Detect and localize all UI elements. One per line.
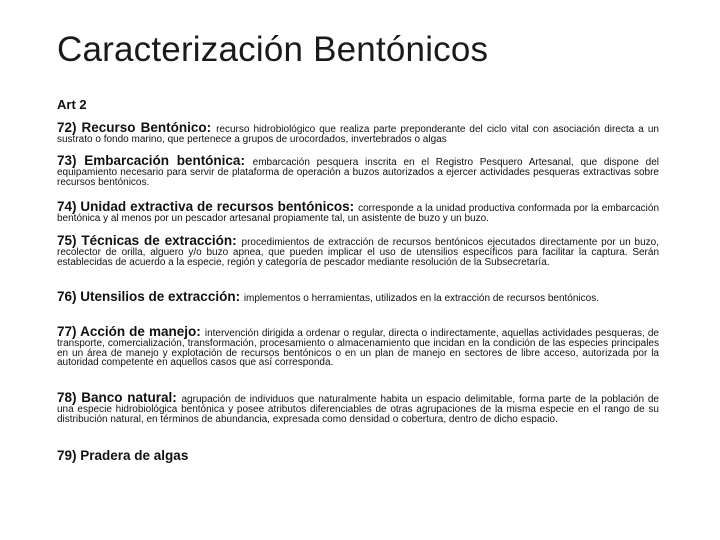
definition-item	[57, 290, 659, 304]
definition-text: embarcación pesquera inscrita en el Registro Pesquero Artesanal, que dispone del equipamiento necesario para servir de plataforma de operación a buzos autorizados a ejercer actividades pesqueras extractivas sobre recursos bentónicos.	[57, 157, 659, 188]
definition-item	[57, 325, 659, 368]
definition-item	[57, 200, 659, 224]
definition-term: 79) Pradera de algas	[57, 448, 189, 463]
definition-term: 76) Utensilios de extracción:	[57, 289, 244, 304]
definition-item	[57, 154, 659, 187]
definition-term: 72) Recurso Bentónico:	[57, 120, 217, 135]
definition-text: recurso hidrobiológico que realiza parte preponderante del ciclo vital con asociación directa a un sustrato o fondo marino, que pertenece a grupos de urocordados, invertebrados o algas	[57, 124, 659, 145]
definition-item	[57, 391, 659, 424]
definition-item	[57, 234, 659, 267]
definition-item	[57, 121, 659, 145]
definition-item	[57, 449, 659, 463]
definition-text: implementos o herramientas, utilizados en la extracción de recursos bentónicos.	[243, 293, 599, 304]
article-heading: Art 2	[57, 97, 87, 112]
page-title: Caracterización Bentónicos	[57, 30, 489, 69]
definition-term: 73) Embarcación bentónica:	[57, 153, 253, 168]
definition-term: 78) Banco natural:	[57, 390, 182, 405]
definition-text: procedimientos de extracción de recursos bentónicos ejecutados directamente por un buzo, recolector de orilla, alguero y/o buzo apnea, que pueden implicar el uso de utensilios específicos para facilitar la captura. Serán establecidas de acuerdo a la especie, región y categoría de pescador mediante resolución de la Subsecretaría.	[57, 237, 659, 268]
definition-text: corresponde a la unidad productiva conformada por la embarcación bentónica y al menos por un pescador artesanal propiamente tal, un asistente de buzo y un buzo.	[57, 203, 660, 224]
definition-term: 77) Acción de manejo:	[57, 324, 205, 339]
definition-text: intervención dirigida a ordenar o regular, directa o indirectamente, aquellas actividades pesqueras, de transporte, comercialización, transformación, procesamiento o almacenamiento que incidan en la condición de las especies principales en un área de manejo y explotación de recursos bentónicos o en un plan de manejo en sectores de libre acceso, autorizada por la autoridad competente en aquellos casos que así corresponda.	[57, 328, 659, 369]
definition-term: 74) Unidad extractiva de recursos bentónicos:	[57, 199, 359, 214]
definition-text: agrupación de individuos que naturalmente habita un espacio delimitable, forma parte de la población de una especie hidrobiológica bentónica y posee atributos diferenciables de otras agrupaciones de la misma especie en el rango de su distribución natural, en términos de abundancia, expresada como densidad o cobertura, dentro de dicho espacio.	[57, 394, 659, 425]
definition-term: 75) Técnicas de extracción:	[57, 233, 242, 248]
